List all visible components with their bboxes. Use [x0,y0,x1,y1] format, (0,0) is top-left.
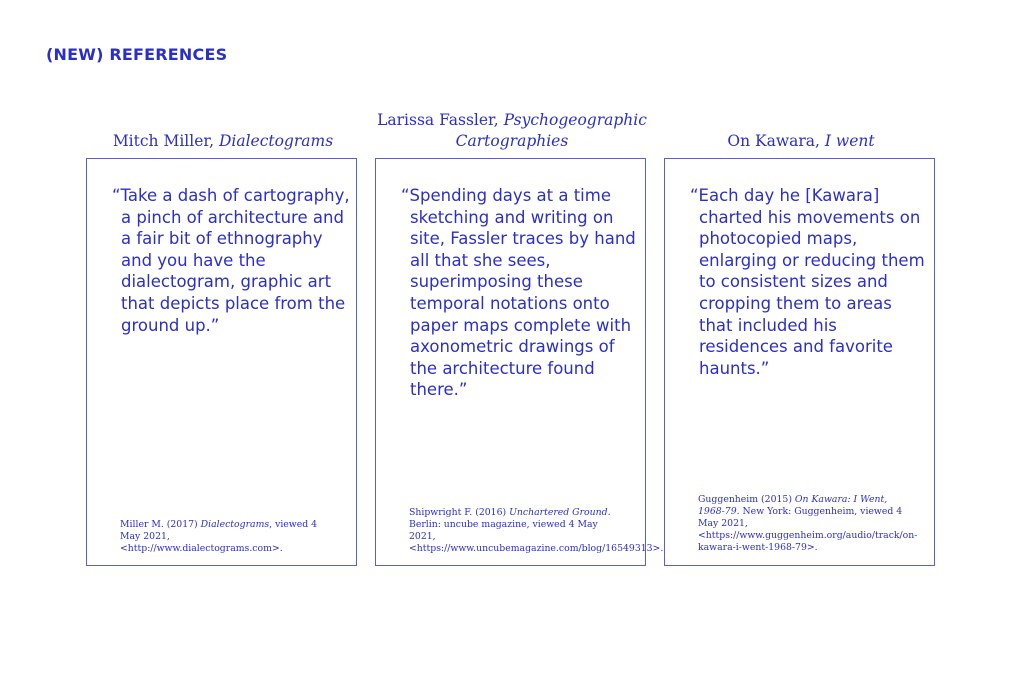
citation-details: . New York: Guggenheim, viewed 4 May 2021, <https://www.guggenheim.org/audio/track/on-kawara-i-went-1968-79>. [698,506,918,553]
column-title-miller [78,131,368,152]
citation-title: On Kawara: I Went, 1968-79 [698,494,888,517]
column-title-fassler [367,110,657,152]
artist-name: Larissa Fassler, [377,111,504,129]
citation [409,507,664,555]
work-title: I went [824,132,875,150]
citation [120,519,335,555]
work-title: Dialectograms [218,132,334,150]
citation-details: . Berlin: uncube magazine, viewed 4 May 2021, <https://www.uncubemagazine.com/blog/16549313>. [409,507,664,554]
quote-text: “Take a dash of cartography, a pinch of architecture and a fair bit of ethnography and you have the dialectogram, graphic art that depicts place from the ground up.” [112,186,350,335]
page-title: (NEW) REFERENCES [46,45,228,64]
column-title-kawara [656,131,946,152]
quote-text: “Each day he [Kawara] charted his movements on photocopied maps, enlarging or reducing them to consistent sizes and cropping them to areas that included his residences and favorite haunts.” [690,186,925,378]
artist-name: On Kawara, [727,132,825,150]
quote-text: “Spending days at a time sketching and writing on site, Fassler traces by hand all that she sees, superimposing these temporal notations onto paper maps complete with axonometric drawings of the architecture found there.” [401,186,636,400]
citation-title: Unchartered Ground [509,507,608,518]
reference-card-kawara [664,158,935,566]
citation [698,494,918,554]
reference-card-miller [86,158,357,566]
citation-title: Dialectograms [200,519,270,530]
citation-author: Shipwright F. (2016) [409,507,510,518]
reference-card-fassler [375,158,664,566]
citation-details: , viewed 4 May 2021, <http://www.dialectograms.com>. [120,519,318,554]
citation-author: Miller M. (2017) [120,519,201,530]
artist-name: Mitch Miller, [112,132,219,150]
citation-author: Guggenheim (2015) [698,494,795,505]
work-title: Psychogeographic Cartographies [455,111,647,150]
